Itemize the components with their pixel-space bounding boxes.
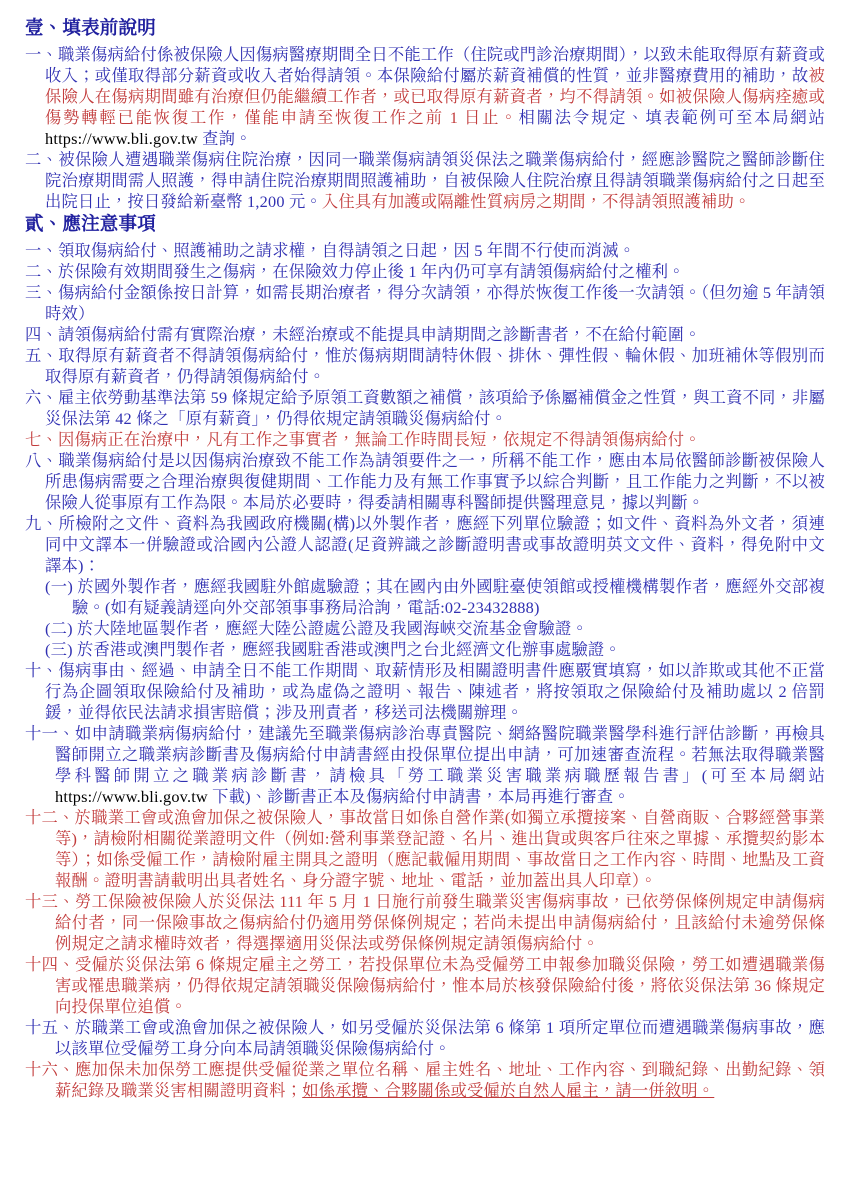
- text-segment: 於職業工會或漁會加保之被保險人，事故當日如係自營作業(如獨立承攬接案、自營商販、合夥經營事業等)，請檢附相關從業證明文件（例如:營利事業登記證、名片、進出貨或與客戶往來之單據、承攬契約影本等）；如係受僱工作，請檢附雇主開具之證明（應記載僱用期間、事故當日之工作內容、時間、地點及工資報酬。證明書請載明出具者姓名、身分證字號、地址、電話，並加蓋出具人印章）。: [55, 808, 825, 890]
- doc-item: [45, 576, 825, 618]
- text-segment: 因傷病正在治療中，凡有工作之事實者，無論工作時間長短，依規定不得請領傷病給付。: [57, 430, 701, 449]
- text-segment: 請領傷病給付需有實際治療，未經治療或不能提具申請期間之診斷書者，不在給付範圍。: [57, 325, 701, 344]
- doc-item: [25, 44, 825, 149]
- text-segment: 傷病給付金額係按日計算，如需長期治療者，得分次請領，亦得於恢復工作後一次請領。（但勿逾 5 年請領時效）: [45, 283, 825, 323]
- text-segment: 領取傷病給付、照護補助之請求權，自得請領之日起，因 5 年間不行使而消滅。: [57, 241, 636, 260]
- doc-item: [25, 660, 825, 723]
- item-number-label: 八、: [25, 451, 59, 470]
- doc-item: [25, 149, 825, 212]
- text-segment: 所檢附之文件、資料為我國政府機關(構)以外製作者，應經下列單位驗證；如文件、資料為外文者，須連同中文譯本一併驗證或洽國內公證人認證(足資辨識之診斷證明書或事故證明英文文件、資料，得免附中文譯本)：: [45, 514, 826, 575]
- item-number-label: (一): [45, 577, 78, 596]
- text-segment: 取得原有薪資者不得請領傷病給付，惟於傷病期間請特休假、排休、彈性假、輪休假、加班補休等假別而取得原有薪資者，仍得請領傷病給付。: [45, 346, 825, 386]
- doc-item: [25, 429, 825, 450]
- text-segment: 於大陸地區製作者，應經大陸公證處公證及我國海峽交流基金會驗證。: [77, 619, 588, 638]
- bli-website-url-link[interactable]: https://www.bli.gov.tw: [45, 129, 198, 148]
- doc-item: [25, 891, 825, 954]
- text-segment: 入住具有加護或隔離性質病房之期間，不得請領照護補助。: [321, 192, 751, 211]
- text-segment: 勞工保險被保險人於災保法 111 年 5 月 1 日施行前發生職業災害傷病事故，已依勞保條例規定申請傷病給付者，同一保險事故之傷病給付仍適用勞保條例規定；若尚未提出申請傷病給付，且該給付未逾勞保條例規定之請求權時效者，得選擇適用災保法或勞保條例規定請領傷病給付。: [55, 892, 825, 953]
- item-number-label: 一、: [25, 45, 58, 64]
- text-segment: 職業傷病給付係被保險人因傷病醫療期間全日不能工作（住院或門診治療期間），以致未能取得原有薪資或收入；或僅取得部分薪資或收入者始得請領。本保險給付屬於薪資補償的性質，並非醫療費用的補助，故: [45, 45, 826, 85]
- item-number-label: 九、: [25, 514, 59, 533]
- item-number-label: 十一、: [25, 724, 76, 743]
- doc-item: [25, 807, 825, 891]
- item-number-label: 十五、: [25, 1018, 75, 1037]
- text-segment: 被保險人遭遇職業傷病住院治療，因同一職業傷病請領災保法之職業傷病給付，經應診醫院之醫師診斷住院治療期間需人照護，得申請住院治療期間照護補助，自被保險人住院治療且得請領職業傷病給付之日起至出院日止，按日發給新臺幣 1,200 元。: [45, 150, 825, 211]
- item-number-label: 十、: [25, 661, 59, 680]
- section-title: 壹、填表前說明: [25, 19, 156, 39]
- item-number-label: 十六、: [25, 1060, 76, 1079]
- text-segment: 相關法令規定、填表範例可至本局網站: [518, 108, 825, 127]
- text-segment: 於國外製作者，應經我國駐外館處驗證；其在國內由外國駐臺使領館或授權機構製作者，應經外交部複驗。(如有疑義請逕向外交部領事事務局洽詢，電話:02-23432888): [72, 577, 825, 617]
- doc-item: [25, 1017, 825, 1059]
- text-segment: 受僱於災保法第 6 條規定雇主之勞工，若投保單位未為受僱勞工申報參加職災保險，勞工如遭遇職業傷害或罹患職業病，仍得依規定請領職災保險傷病給付，惟本局於核發保險給付後，將依災保法第 36 條規定向投保單位追償。: [55, 955, 825, 1016]
- text-segment: 如係承攬、合夥關係或受僱於自然人雇主，請一併敘明。: [302, 1081, 715, 1100]
- item-number-label: 七、: [25, 430, 58, 449]
- item-number-label: 五、: [25, 346, 59, 365]
- doc-item: [25, 345, 825, 387]
- doc-item: [25, 387, 825, 429]
- text-segment: 傷病事由、經過、申請全日不能工作期間、取薪情形及相關證明書件應覈實填寫，如以詐欺或其他不正當行為企圖領取保險給付及補助，或為虛偽之證明、報告、陳述者，將按領取之保險給付及補助處以 2 倍罰鍰，並得依民法請求損害賠償；涉及刑責者，移送司法機關辦理。: [45, 661, 825, 722]
- doc-item: [25, 450, 825, 513]
- doc-item: [25, 261, 825, 282]
- text-segment: 應加保未加保勞工應提供受僱從業之單位名稱、雇主姓名、地址、工作內容、到職紀錄、出勤紀錄、領薪紀錄及職業災害相關證明資料；: [55, 1060, 825, 1100]
- document-body: [25, 17, 825, 1101]
- item-number-label: 三、: [25, 283, 58, 302]
- text-segment: 查詢。: [197, 129, 252, 148]
- doc-item: [25, 240, 825, 261]
- item-number-label: 十四、: [25, 955, 75, 974]
- doc-item: [25, 324, 825, 345]
- doc-item: [25, 1059, 825, 1101]
- text-segment: 被保險人在傷病期間雖有治療但仍能繼續工作者，或已取得原有薪資者，均不得請領。如被保險人傷病痊癒或傷勢轉輕已能恢復工作，僅能申請至恢復工作之前 1 日止。: [45, 66, 825, 127]
- item-number-label: 十三、: [25, 892, 75, 911]
- item-number-label: 十二、: [25, 808, 75, 827]
- doc-item: [25, 954, 825, 1017]
- text-segment: 於香港或澳門製作者，應經我國駐香港或澳門之台北經濟文化辦事處驗證。: [77, 640, 621, 659]
- text-segment: 於職業工會或漁會加保之被保險人，如另受僱於災保法第 6 條第 1 項所定單位而遭遇職業傷病事故，應以該單位受僱勞工身分向本局請領職災保險傷病給付。: [55, 1018, 825, 1058]
- bli-website-url-link[interactable]: https://www.bli.gov.tw: [55, 787, 208, 806]
- text-segment: 下載)、診斷書正本及傷病給付申請書，本局再進行審查。: [207, 787, 630, 806]
- doc-item: [45, 618, 825, 639]
- item-number-label: 四、: [25, 325, 58, 344]
- section-title: 貳、應注意事項: [25, 215, 156, 235]
- doc-item: [45, 639, 825, 660]
- item-number-label: 一、: [25, 241, 58, 260]
- item-number-label: 六、: [25, 388, 58, 407]
- item-number-label: (二): [45, 619, 77, 638]
- doc-item: [25, 723, 825, 807]
- text-segment: 如申請職業病傷病給付，建議先至職業傷病診治專責醫院、網絡醫院職業醫學科進行評估診斷，再檢具醫師開立之職業病診斷書及傷病給付申請書經由投保單位提出申請，可加速審查流程。若無法取得職業醫學科醫師開立之職業病診斷書，請檢具「勞工職業災害職業病職歷報告書」(可至本局網站: [55, 724, 825, 785]
- text-segment: 雇主依勞動基準法第 59 條規定給予原領工資數額之補償，該項給予係屬補償金之性質，與工資不同，非屬災保法第 42 條之「原有薪資」，仍得依規定請領職災傷病給付。: [45, 388, 825, 428]
- doc-item: [25, 513, 825, 576]
- text-segment: 職業傷病給付是以因傷病治療致不能工作為請領要件之一，所稱不能工作，應由本局依醫師診斷被保險人所患傷病需要之合理治療與復健期間、工作能力及有無工作事實予以綜合判斷，且工作能力之判斷，不以被保險人從事原有工作為限。本局於必要時，得委請相關專科醫師提供醫理意見，據以判斷。: [45, 451, 825, 512]
- item-number-label: (三): [45, 640, 77, 659]
- item-number-label: 二、: [25, 150, 59, 169]
- text-segment: 於保險有效期間發生之傷病，在保險效力停止後 1 年內仍可享有請領傷病給付之權利。: [57, 262, 685, 281]
- item-number-label: 二、: [25, 262, 58, 281]
- doc-item: [25, 282, 825, 324]
